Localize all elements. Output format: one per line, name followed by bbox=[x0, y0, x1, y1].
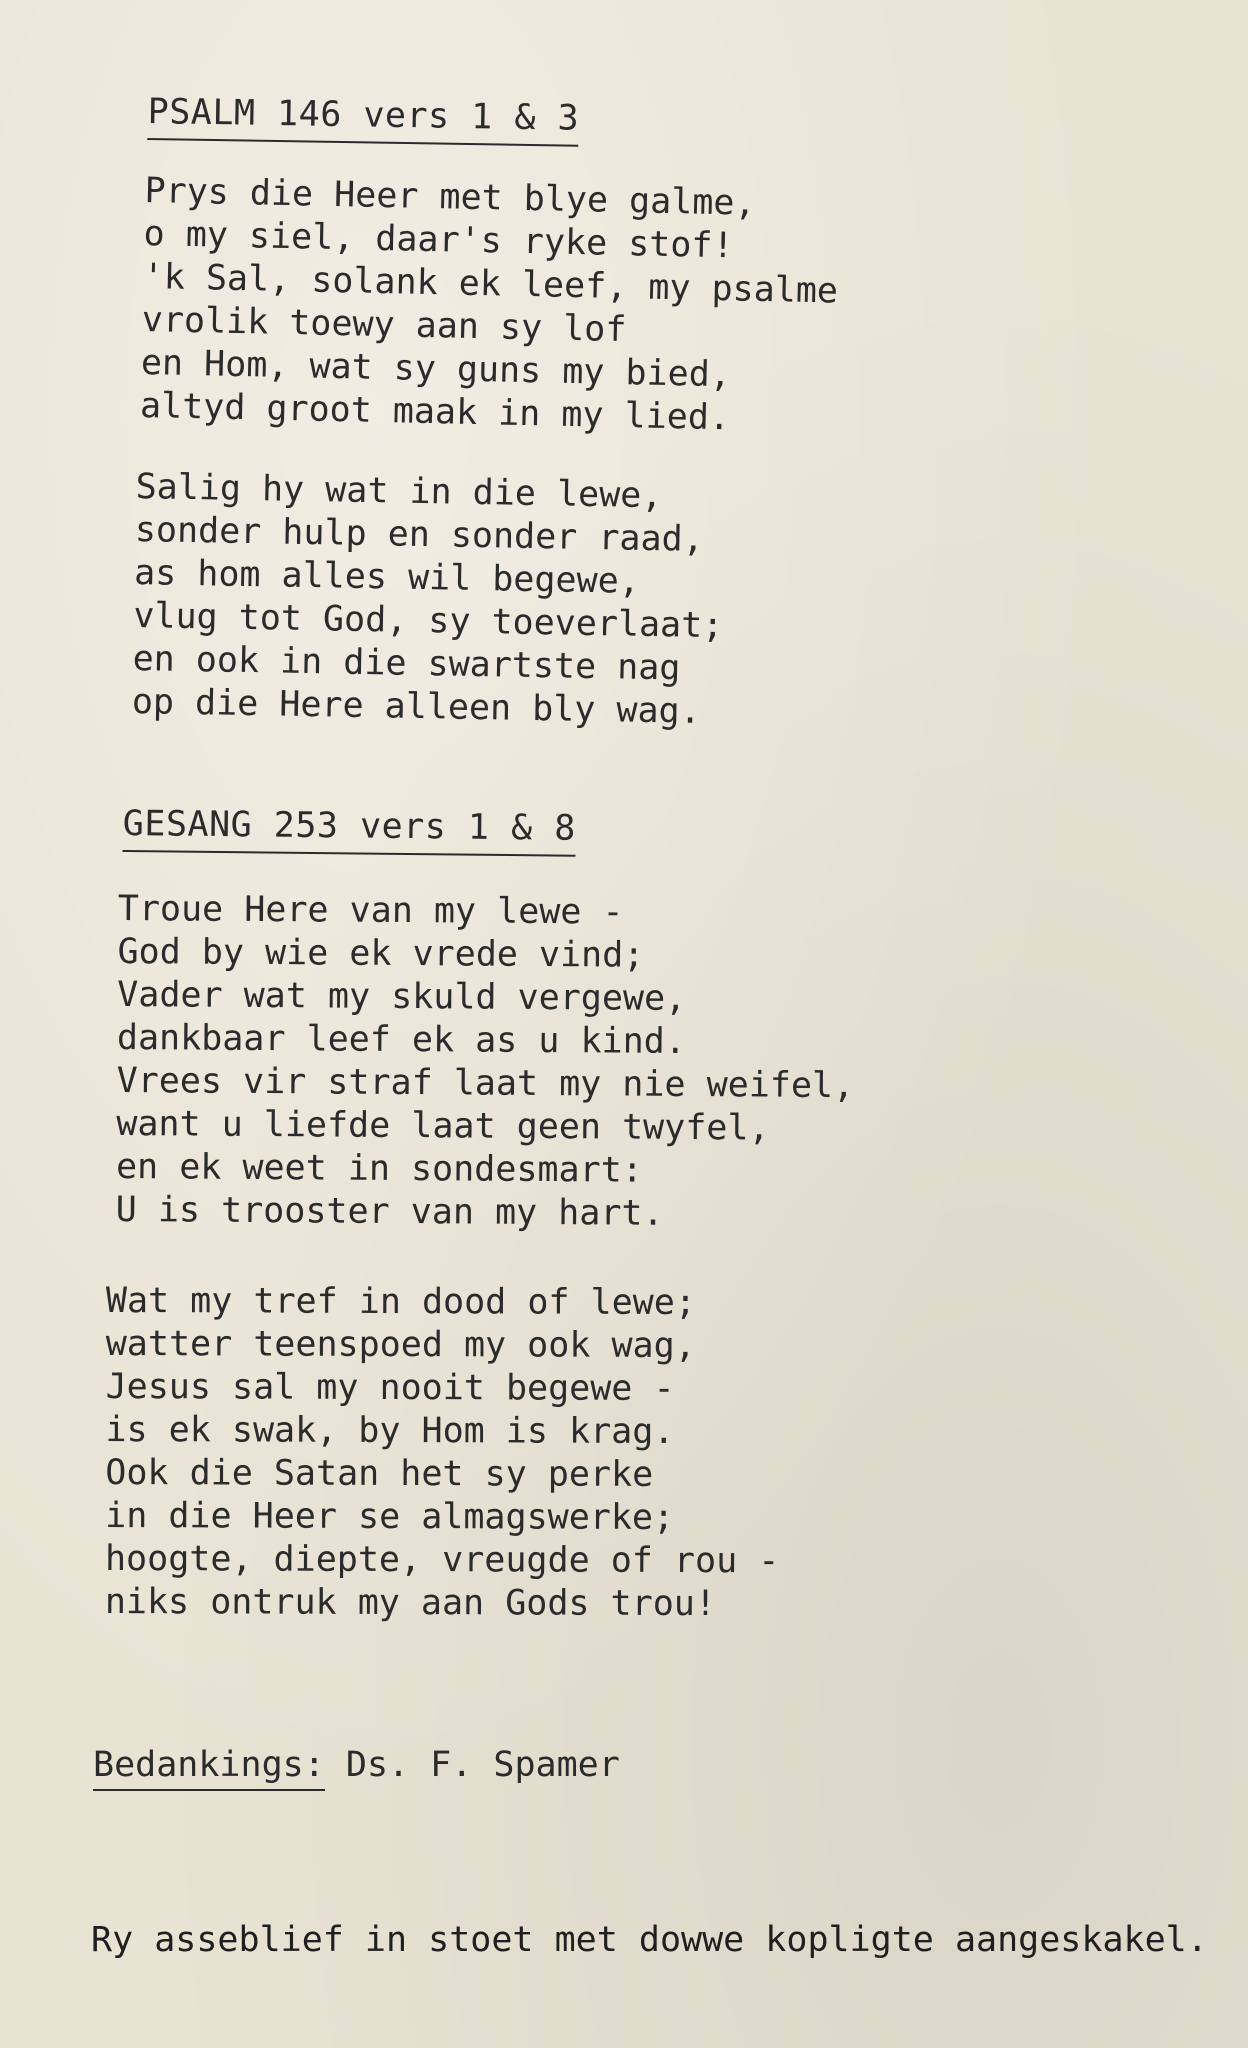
psalm-stanza-1 bbox=[140, 170, 841, 443]
acknowledgements-label: Bedankings: bbox=[93, 1745, 325, 1791]
verse-line: want u liefde laat geen twyfel, bbox=[116, 1103, 770, 1149]
verse-line: Salig hy wat in die lewe, bbox=[135, 466, 663, 517]
verse-line: en ook in die swartste nag bbox=[132, 638, 681, 689]
verse-line: Prys die Heer met blye galme, bbox=[144, 170, 756, 224]
verse-line: op die Here alleen bly wag. bbox=[131, 681, 702, 732]
verse-line: Wat my tref in dood of lewe; bbox=[105, 1281, 697, 1324]
verse-line: sonder hulp en sonder raad, bbox=[134, 509, 705, 560]
verse-line: vlug tot God, sy toeverlaat; bbox=[133, 595, 724, 647]
verse-line: as hom alles wil begewe, bbox=[133, 552, 641, 602]
verse-line: 'k Sal, solank ek leef, my psalme bbox=[142, 256, 839, 312]
verse-line: U is trooster van my hart. bbox=[115, 1189, 664, 1234]
verse-line: Troue Here van my lewe - bbox=[117, 889, 624, 933]
gesang-stanza-2 bbox=[105, 1280, 780, 1626]
gesang-stanza-1 bbox=[116, 888, 856, 1237]
verse-line: Vader wat my skuld vergewe, bbox=[117, 974, 687, 1019]
verse-line: is ek swak, by Hom is krag. bbox=[105, 1409, 675, 1452]
verse-line: en ek weet in sondesmart: bbox=[115, 1146, 643, 1191]
psalm-stanza-2 bbox=[131, 466, 725, 734]
acknowledgements-name: Ds. F. Spamer bbox=[345, 1745, 620, 1785]
verse-line: en Hom, wat sy guns my bied, bbox=[140, 342, 732, 396]
verse-line: dankbaar leef ek as u kind. bbox=[116, 1017, 687, 1062]
verse-line: altyd groot maak in my lied. bbox=[139, 385, 731, 439]
verse-line: niks ontruk my aan Gods trou! bbox=[104, 1581, 717, 1625]
verse-line: God by wie ek vrede vind; bbox=[117, 931, 645, 976]
verse-line: watter teenspoed my ook wag, bbox=[105, 1323, 696, 1367]
verse-line: Ook die Satan het sy perke bbox=[105, 1452, 654, 1495]
verse-line: o my siel, daar's ryke stof! bbox=[143, 213, 734, 267]
verse-line: Jesus sal my nooit begewe - bbox=[105, 1366, 675, 1409]
verse-line: in die Heer se almagswerke; bbox=[105, 1495, 675, 1538]
procession-notice: Ry asseblief in stoet met dowwe kopligte aangeskakel. bbox=[91, 1920, 1208, 1960]
acknowledgements bbox=[93, 1745, 620, 1785]
psalm-heading: PSALM 146 vers 1 & 3 bbox=[147, 92, 579, 147]
verse-line: Vrees vir straf laat my nie weifel, bbox=[116, 1060, 855, 1107]
gesang-heading: GESANG 253 vers 1 & 8 bbox=[122, 804, 575, 857]
verse-line: hoogte, diepte, vreugde of rou - bbox=[104, 1538, 780, 1582]
verse-line: vrolik toewy aan sy lof bbox=[141, 299, 627, 351]
